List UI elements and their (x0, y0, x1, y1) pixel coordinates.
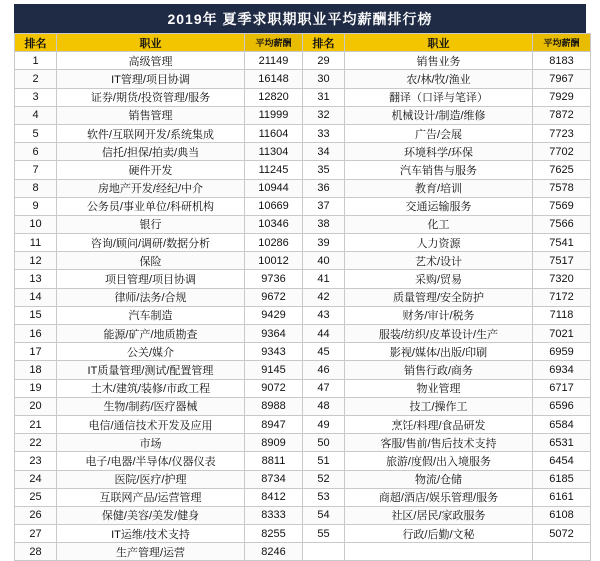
cell-salary-right: 7723 (533, 124, 591, 142)
header-row (15, 34, 591, 52)
cell-job-left: 土木/建筑/装修/市政工程 (57, 379, 245, 397)
cell-salary-left: 8811 (245, 452, 303, 470)
cell-job-left: 医院/医疗/护理 (57, 470, 245, 488)
cell-rank-right: 40 (303, 252, 345, 270)
cell-rank-right: 33 (303, 124, 345, 142)
cell-rank-right: 51 (303, 452, 345, 470)
cell-rank-left: 14 (15, 288, 57, 306)
cell-salary-right: 7172 (533, 288, 591, 306)
table-row (15, 325, 591, 343)
cell-rank-left: 13 (15, 270, 57, 288)
header-salary-right: 平均薪酬 (533, 34, 591, 52)
cell-job-right: 广告/会展 (345, 124, 533, 142)
cell-rank-left: 9 (15, 197, 57, 215)
cell-salary-right: 6596 (533, 397, 591, 415)
cell-job-left: IT质量管理/测试/配置管理 (57, 361, 245, 379)
cell-rank-right: 29 (303, 52, 345, 70)
cell-salary-right: 7569 (533, 197, 591, 215)
cell-rank-right: 52 (303, 470, 345, 488)
cell-salary-left: 12820 (245, 88, 303, 106)
cell-rank-left: 27 (15, 525, 57, 543)
table-row (15, 252, 591, 270)
cell-salary-left: 8255 (245, 525, 303, 543)
cell-job-left: 销售管理 (57, 106, 245, 124)
cell-rank-right: 31 (303, 88, 345, 106)
table-row (15, 52, 591, 70)
header-job-right: 职业 (345, 34, 533, 52)
cell-salary-left: 8909 (245, 434, 303, 452)
cell-job-right: 影视/媒体/出版/印刷 (345, 343, 533, 361)
cell-rank-right: 36 (303, 179, 345, 197)
cell-job-left: 生物/制药/医疗器械 (57, 397, 245, 415)
cell-job-right: 环境科学/环保 (345, 143, 533, 161)
cell-rank-left: 28 (15, 543, 57, 561)
cell-rank-left: 20 (15, 397, 57, 415)
cell-rank-right: 48 (303, 397, 345, 415)
cell-salary-right: 8183 (533, 52, 591, 70)
cell-job-right: 商超/酒店/娱乐管理/服务 (345, 488, 533, 506)
cell-salary-right: 7320 (533, 270, 591, 288)
table-row (15, 506, 591, 524)
cell-salary-left: 9672 (245, 288, 303, 306)
cell-salary-right: 6584 (533, 415, 591, 433)
cell-job-right: 质量管理/安全防护 (345, 288, 533, 306)
cell-job-right: 服装/纺织/皮革设计/生产 (345, 325, 533, 343)
cell-job-right: 技工/操作工 (345, 397, 533, 415)
cell-salary-left: 8412 (245, 488, 303, 506)
cell-job-left: 硬件开发 (57, 161, 245, 179)
table-row (15, 143, 591, 161)
table-row (15, 543, 591, 561)
cell-salary-right: 7625 (533, 161, 591, 179)
cell-job-right (345, 543, 533, 561)
cell-salary-left: 8988 (245, 397, 303, 415)
cell-job-right: 农/林/牧/渔业 (345, 70, 533, 88)
page-root (0, 4, 600, 559)
cell-job-left: 咨询/顾问/调研/数据分析 (57, 234, 245, 252)
cell-job-right: 物业管理 (345, 379, 533, 397)
cell-salary-right: 7702 (533, 143, 591, 161)
cell-rank-right: 34 (303, 143, 345, 161)
cell-job-right: 机械设计/制造/维修 (345, 106, 533, 124)
cell-job-left: 高级管理 (57, 52, 245, 70)
cell-rank-left: 17 (15, 343, 57, 361)
page-title: 2019年 夏季求职期职业平均薪酬排行榜 (14, 4, 586, 33)
cell-rank-right: 43 (303, 306, 345, 324)
cell-salary-right: 6185 (533, 470, 591, 488)
cell-job-left: 公务员/事业单位/科研机构 (57, 197, 245, 215)
cell-rank-right: 41 (303, 270, 345, 288)
cell-rank-right: 45 (303, 343, 345, 361)
cell-job-left: 保险 (57, 252, 245, 270)
cell-salary-left: 9429 (245, 306, 303, 324)
cell-rank-left: 11 (15, 234, 57, 252)
cell-job-right: 烹饪/料理/食品研发 (345, 415, 533, 433)
table-row (15, 470, 591, 488)
cell-salary-left: 9343 (245, 343, 303, 361)
table-row (15, 124, 591, 142)
cell-salary-right: 7118 (533, 306, 591, 324)
cell-rank-right: 35 (303, 161, 345, 179)
cell-salary-left: 11999 (245, 106, 303, 124)
cell-salary-right: 7929 (533, 88, 591, 106)
cell-rank-right: 53 (303, 488, 345, 506)
cell-rank-left: 7 (15, 161, 57, 179)
cell-job-left: 市场 (57, 434, 245, 452)
cell-rank-right (303, 543, 345, 561)
cell-job-right: 汽车销售与服务 (345, 161, 533, 179)
cell-job-right: 物流/仓储 (345, 470, 533, 488)
cell-salary-left: 11304 (245, 143, 303, 161)
cell-salary-right (533, 543, 591, 561)
cell-rank-left: 8 (15, 179, 57, 197)
header-rank-left: 排名 (15, 34, 57, 52)
cell-rank-left: 18 (15, 361, 57, 379)
cell-rank-right: 38 (303, 215, 345, 233)
cell-salary-right: 6717 (533, 379, 591, 397)
cell-salary-left: 8947 (245, 415, 303, 433)
table-row (15, 179, 591, 197)
cell-salary-left: 11245 (245, 161, 303, 179)
cell-salary-right: 7517 (533, 252, 591, 270)
cell-job-left: 电子/电器/半导体/仪器仪表 (57, 452, 245, 470)
cell-job-left: 律师/法务/合规 (57, 288, 245, 306)
cell-rank-left: 19 (15, 379, 57, 397)
cell-rank-left: 25 (15, 488, 57, 506)
cell-salary-right: 7566 (533, 215, 591, 233)
cell-salary-left: 8246 (245, 543, 303, 561)
cell-job-right: 行政/后勤/文秘 (345, 525, 533, 543)
cell-salary-right: 6959 (533, 343, 591, 361)
table-row (15, 306, 591, 324)
header-salary-left: 平均薪酬 (245, 34, 303, 52)
table-row (15, 288, 591, 306)
cell-salary-left: 16148 (245, 70, 303, 88)
cell-job-right: 交通运输服务 (345, 197, 533, 215)
cell-salary-right: 5072 (533, 525, 591, 543)
cell-job-right: 采购/贸易 (345, 270, 533, 288)
table-row (15, 215, 591, 233)
cell-rank-right: 44 (303, 325, 345, 343)
cell-job-right: 翻译（口译与笔译） (345, 88, 533, 106)
cell-job-left: 汽车制造 (57, 306, 245, 324)
cell-job-left: 电信/通信技术开发及应用 (57, 415, 245, 433)
cell-salary-left: 11604 (245, 124, 303, 142)
cell-job-left: IT运维/技术支持 (57, 525, 245, 543)
table-row (15, 379, 591, 397)
cell-job-left: 项目管理/项目协调 (57, 270, 245, 288)
cell-rank-left: 12 (15, 252, 57, 270)
cell-rank-left: 24 (15, 470, 57, 488)
cell-job-right: 财务/审计/税务 (345, 306, 533, 324)
cell-job-left: 能源/矿产/地质勘查 (57, 325, 245, 343)
table-row (15, 197, 591, 215)
cell-salary-left: 21149 (245, 52, 303, 70)
table-row (15, 161, 591, 179)
cell-salary-right: 6108 (533, 506, 591, 524)
cell-job-left: 公关/媒介 (57, 343, 245, 361)
cell-job-right: 客服/售前/售后技术支持 (345, 434, 533, 452)
cell-job-left: 银行 (57, 215, 245, 233)
cell-rank-right: 32 (303, 106, 345, 124)
cell-rank-right: 37 (303, 197, 345, 215)
cell-rank-right: 30 (303, 70, 345, 88)
cell-rank-right: 50 (303, 434, 345, 452)
cell-rank-right: 49 (303, 415, 345, 433)
cell-salary-left: 8734 (245, 470, 303, 488)
cell-salary-left: 9145 (245, 361, 303, 379)
cell-rank-right: 54 (303, 506, 345, 524)
cell-rank-left: 21 (15, 415, 57, 433)
cell-salary-left: 10944 (245, 179, 303, 197)
cell-salary-left: 9364 (245, 325, 303, 343)
cell-job-right: 教育/培训 (345, 179, 533, 197)
cell-job-left: 证券/期货/投资管理/服务 (57, 88, 245, 106)
cell-salary-right: 7578 (533, 179, 591, 197)
cell-salary-left: 10669 (245, 197, 303, 215)
cell-rank-left: 23 (15, 452, 57, 470)
cell-rank-left: 26 (15, 506, 57, 524)
cell-job-right: 销售行政/商务 (345, 361, 533, 379)
cell-rank-left: 5 (15, 124, 57, 142)
cell-rank-left: 1 (15, 52, 57, 70)
cell-salary-left: 10286 (245, 234, 303, 252)
cell-salary-left: 8333 (245, 506, 303, 524)
cell-rank-left: 4 (15, 106, 57, 124)
cell-rank-right: 47 (303, 379, 345, 397)
cell-salary-right: 6454 (533, 452, 591, 470)
table-row (15, 361, 591, 379)
cell-job-left: 信托/担保/拍卖/典当 (57, 143, 245, 161)
cell-job-right: 艺术/设计 (345, 252, 533, 270)
table-row (15, 343, 591, 361)
cell-job-right: 社区/居民/家政服务 (345, 506, 533, 524)
table-row (15, 70, 591, 88)
table-row (15, 525, 591, 543)
cell-rank-right: 55 (303, 525, 345, 543)
cell-rank-left: 10 (15, 215, 57, 233)
cell-job-left: 互联网产品/运营管理 (57, 488, 245, 506)
cell-job-left: 保健/美容/美发/健身 (57, 506, 245, 524)
cell-salary-right: 7967 (533, 70, 591, 88)
table-row (15, 234, 591, 252)
table-row (15, 488, 591, 506)
table-row (15, 415, 591, 433)
cell-job-right: 销售业务 (345, 52, 533, 70)
table-row (15, 106, 591, 124)
table-row (15, 88, 591, 106)
cell-salary-right: 6531 (533, 434, 591, 452)
cell-salary-left: 10346 (245, 215, 303, 233)
table-body (15, 52, 591, 561)
cell-job-right: 化工 (345, 215, 533, 233)
cell-salary-right: 7021 (533, 325, 591, 343)
cell-salary-left: 9736 (245, 270, 303, 288)
cell-job-right: 人力资源 (345, 234, 533, 252)
cell-rank-left: 6 (15, 143, 57, 161)
salary-ranking-table (14, 33, 591, 561)
table-header (15, 34, 591, 52)
cell-job-left: 生产管理/运营 (57, 543, 245, 561)
cell-rank-left: 22 (15, 434, 57, 452)
cell-rank-left: 2 (15, 70, 57, 88)
table-row (15, 397, 591, 415)
cell-salary-right: 6161 (533, 488, 591, 506)
header-rank-right: 排名 (303, 34, 345, 52)
cell-job-left: 软件/互联网开发/系统集成 (57, 124, 245, 142)
cell-salary-right: 7541 (533, 234, 591, 252)
header-job-left: 职业 (57, 34, 245, 52)
cell-salary-right: 6934 (533, 361, 591, 379)
cell-salary-left: 10012 (245, 252, 303, 270)
table-row (15, 452, 591, 470)
cell-rank-left: 15 (15, 306, 57, 324)
cell-job-left: IT管理/项目协调 (57, 70, 245, 88)
cell-salary-right: 7872 (533, 106, 591, 124)
cell-rank-right: 46 (303, 361, 345, 379)
table-row (15, 434, 591, 452)
cell-rank-left: 16 (15, 325, 57, 343)
table-row (15, 270, 591, 288)
cell-rank-left: 3 (15, 88, 57, 106)
cell-rank-right: 39 (303, 234, 345, 252)
cell-salary-left: 9072 (245, 379, 303, 397)
cell-job-right: 旅游/度假/出入境服务 (345, 452, 533, 470)
cell-rank-right: 42 (303, 288, 345, 306)
cell-job-left: 房地产开发/经纪/中介 (57, 179, 245, 197)
